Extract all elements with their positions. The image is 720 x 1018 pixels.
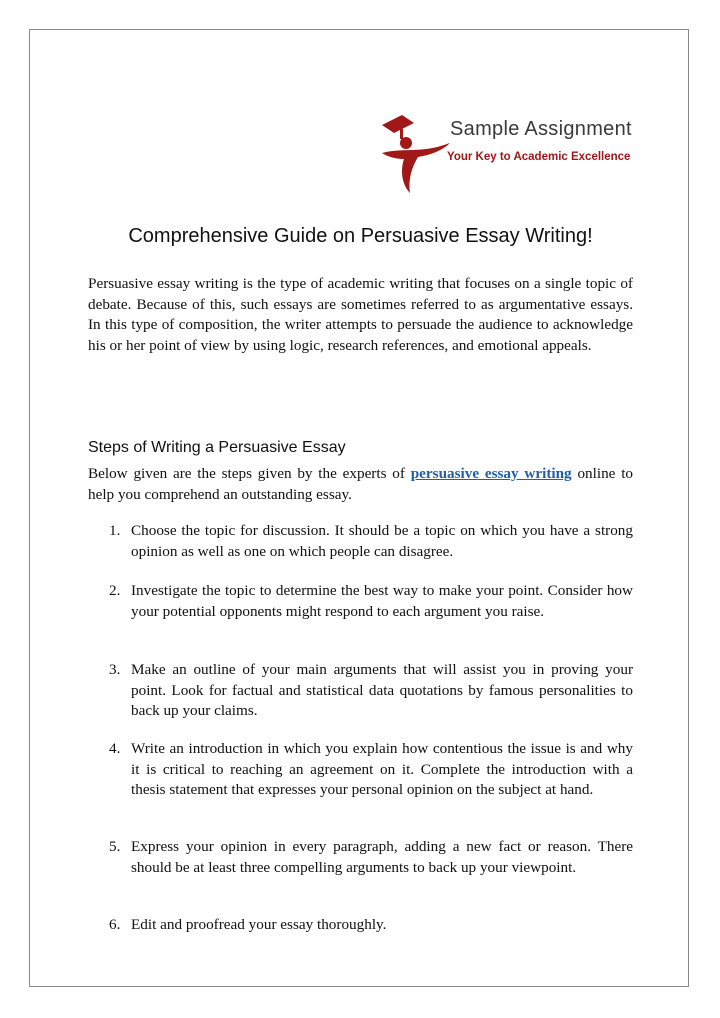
document-page [29,29,689,987]
step-number: 4. [109,740,121,757]
step-number: 6. [109,916,121,933]
section-heading: Steps of Writing a Persuasive Essay [88,439,346,456]
intro-paragraph: Persuasive essay writing is the type of academic writing that focuses on a single topic of debate. Because of this, such essays are sometimes referred to as argumentative essays. In this type of composition, the writer attempts to persuade the audience to acknowledge his or her point of view by using logic, research references, and emotional appeals. [88,275,633,354]
step-number: 2. [109,582,121,599]
step-text: Express your opinion in every paragraph, adding a new fact or reason. There should be at least three compelling arguments to back up your viewpoint. [131,838,633,876]
step-number: 3. [109,661,121,678]
step-text: Write an introduction in which you explain how contentious the issue is and why it is critical to reaching an agreement on it. Complete the introduction with a thesis statement that expresses your personal opinion on the subject at hand. [131,740,633,798]
step-text: Edit and proofread your essay thoroughly. [131,916,387,933]
section-lead-paragraph [88,464,633,505]
graduate-figure-icon [372,85,452,195]
logo-brand-name: Sample Assignment [450,118,632,140]
persuasive-essay-writing-link[interactable]: persuasive essay writing [410,465,572,482]
step-text: Make an outline of your main arguments that will assist you in proving your point. Look for factual and statistical data quotations by famous personalities to back up your claims. [131,661,633,719]
sample-assignment-logo [372,85,642,195]
lead-text-after: online to help you comprehend an outstanding essay. [88,465,634,503]
step-number: 5. [109,838,121,855]
step-text: Investigate the topic to determine the best way to make your point. Consider how your potential opponents might respond to each argument you raise. [131,582,633,620]
page-title: Comprehensive Guide on Persuasive Essay Writing! [128,225,593,247]
lead-text-before: Below given are the steps given by the experts of [88,465,411,482]
step-text: Choose the topic for discussion. It should be a topic on which you have a strong opinion as well as one on which people can disagree. [131,522,633,560]
step-number: 1. [109,522,121,539]
logo-tagline: Your Key to Academic Excellence [447,151,631,163]
